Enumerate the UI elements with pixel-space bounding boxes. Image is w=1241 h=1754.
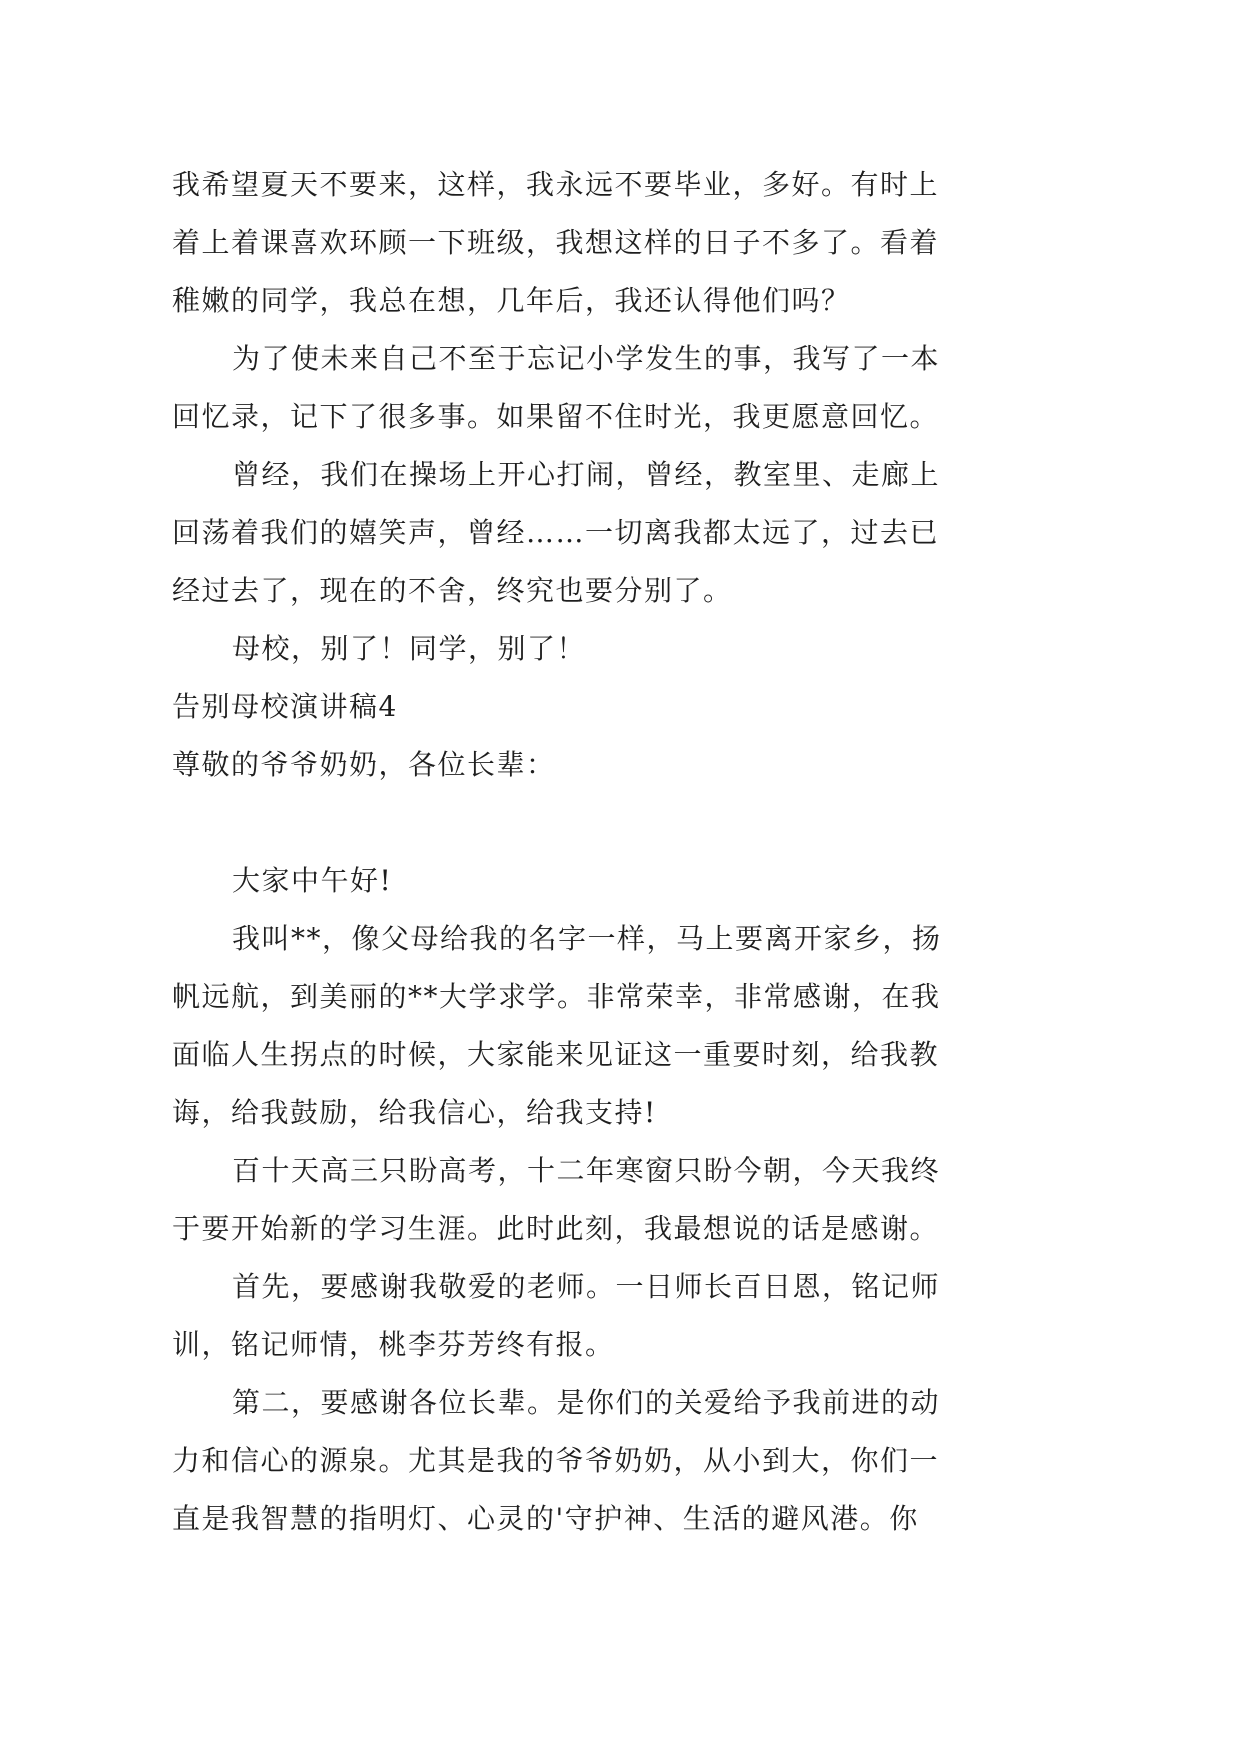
- paragraph-new-chapter: [172, 1142, 1072, 1258]
- paragraph-greeting: [172, 852, 1072, 910]
- paragraph-line: 面临人生拐点的时候，大家能来见证这一重要时刻，给我教: [172, 1038, 940, 1071]
- paragraph-farewell: [172, 620, 1072, 678]
- document-body: [172, 156, 1072, 1548]
- paragraph-introduction: [172, 910, 1072, 1142]
- paragraph-memories: [172, 446, 1072, 620]
- paragraph-line: 回荡着我们的嬉笑声，曾经……一切离我都太远了，过去已: [172, 516, 940, 549]
- paragraph-line: 母校，别了！同学，别了！: [232, 632, 587, 665]
- paragraph-thank-elders: [172, 1374, 1072, 1548]
- paragraph-summer-wish: [172, 156, 1072, 330]
- paragraph-line: 诲，给我鼓励，给我信心，给我支持!: [172, 1096, 657, 1129]
- paragraph-line: 训，铭记师情，桃李芬芳终有报。: [172, 1328, 615, 1361]
- paragraph-thank-teachers: [172, 1258, 1072, 1374]
- salutation: 尊敬的爷爷奶奶，各位长辈：: [172, 748, 556, 781]
- paragraph-line: 大家中午好!: [232, 864, 393, 897]
- paragraph-line: 第二，要感谢各位长辈。是你们的关爱给予我前进的动: [232, 1386, 941, 1419]
- paragraph-line: 经过去了，现在的不舍，终究也要分别了。: [172, 574, 733, 607]
- paragraph-line: 我叫**，像父母给我的名字一样，马上要离开家乡，扬: [232, 922, 942, 955]
- paragraph-line: 曾经，我们在操场上开心打闹，曾经，教室里、走廊上: [232, 458, 941, 491]
- paragraph-line: 我希望夏天不要来，这样，我永远不要毕业，多好。有时上: [172, 168, 940, 201]
- paragraph-line: 为了使未来自己不至于忘记小学发生的事，我写了一本: [232, 342, 941, 375]
- paragraph-line: 于要开始新的学习生涯。此时此刻，我最想说的话是感谢。: [172, 1212, 940, 1245]
- blank-line: [172, 794, 1072, 852]
- paragraph-memoir: [172, 330, 1072, 446]
- paragraph-line: 直是我智慧的指明灯、心灵的'守护神、生活的避风港。你: [172, 1502, 919, 1535]
- paragraph-line: 首先，要感谢我敬爱的老师。一日师长百日恩，铭记师: [232, 1270, 941, 1303]
- paragraph-line: 回忆录，记下了很多事。如果留不住时光，我更愿意回忆。: [172, 400, 940, 433]
- paragraph-line: 百十天高三只盼高考，十二年寒窗只盼今朝，今天我终: [232, 1154, 941, 1187]
- section-title: 告别母校演讲稿4: [172, 690, 398, 723]
- paragraph-line: 帆远航，到美丽的**大学求学。非常荣幸，非常感谢，在我: [172, 980, 941, 1013]
- paragraph-line: 力和信心的源泉。尤其是我的爷爷奶奶，从小到大，你们一: [172, 1444, 940, 1477]
- paragraph-line: 稚嫩的同学，我总在想，几年后，我还认得他们吗？: [172, 284, 851, 317]
- paragraph-line: 着上着课喜欢环顾一下班级，我想这样的日子不多了。看着: [172, 226, 940, 259]
